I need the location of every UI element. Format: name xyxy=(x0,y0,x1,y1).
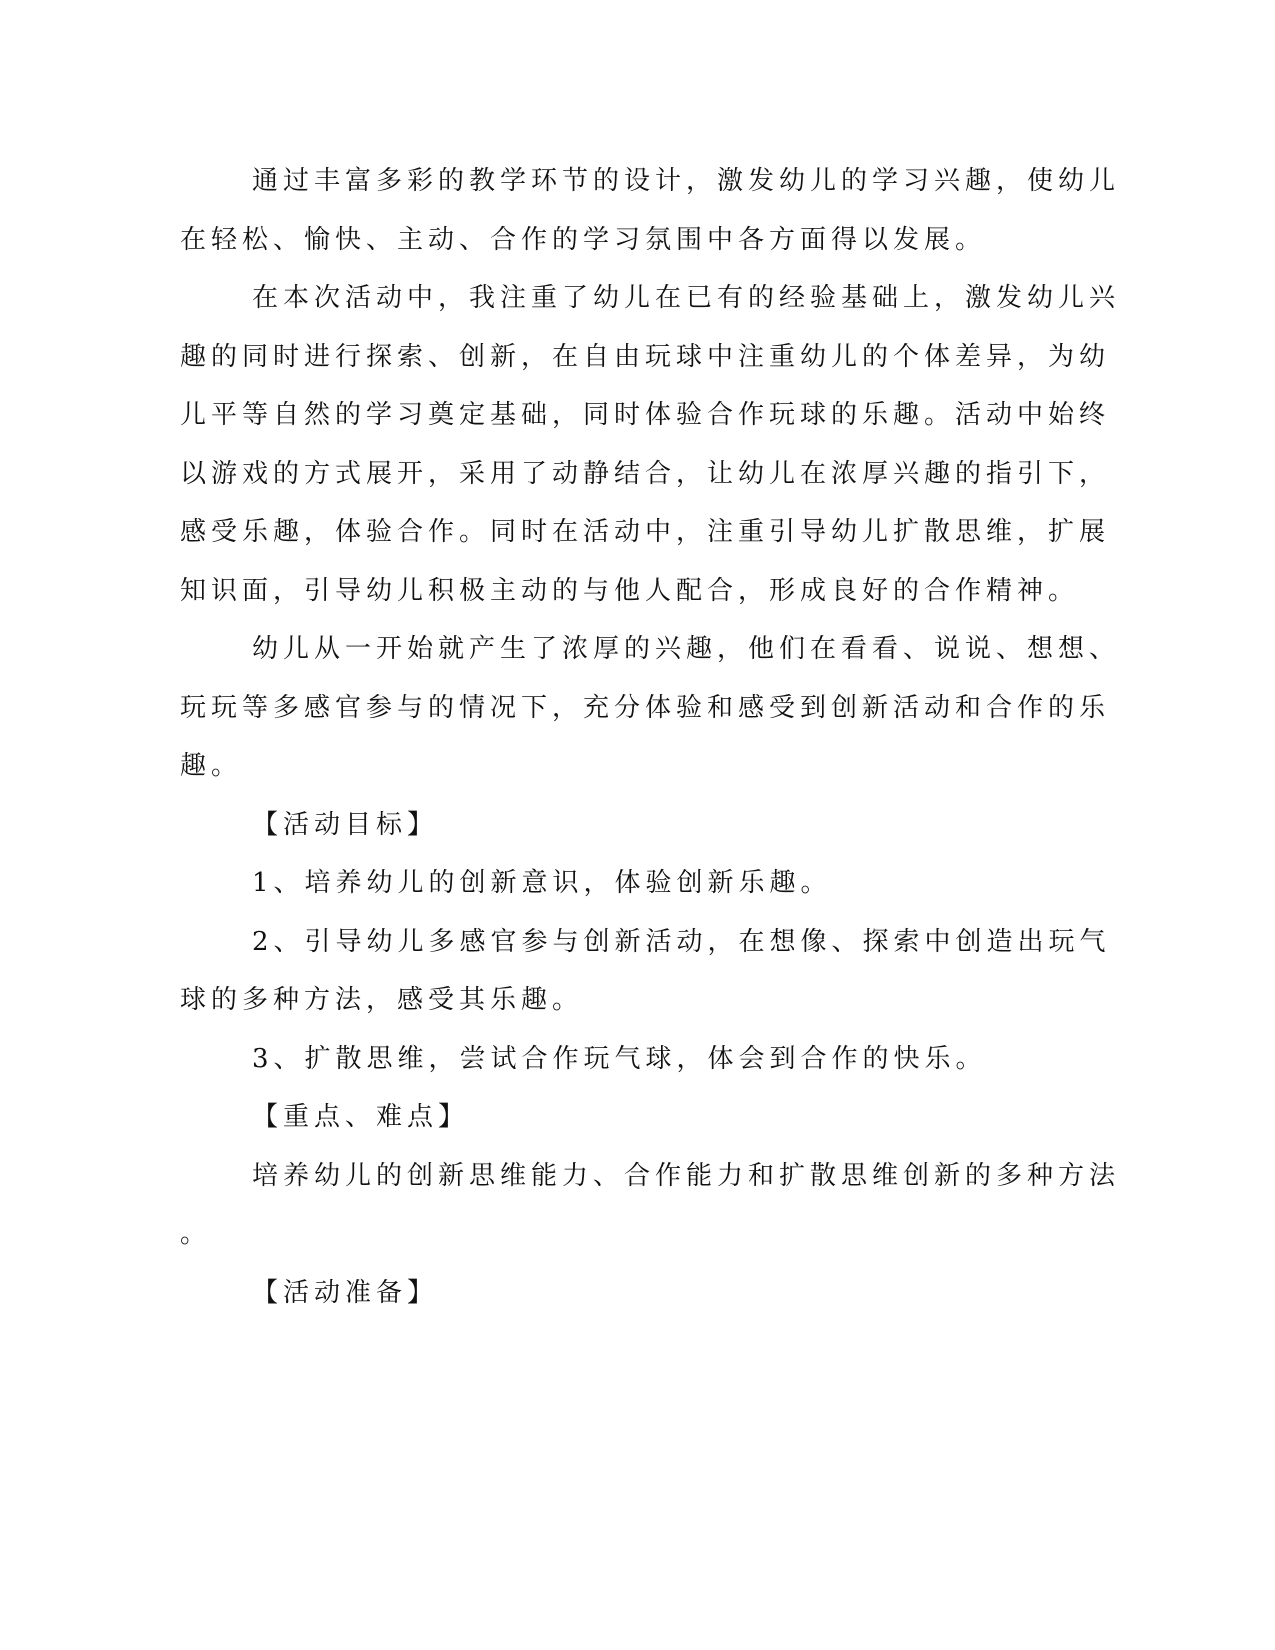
key-points-line-2: 。 xyxy=(180,1219,212,1249)
paragraph-2-line-5: 感受乐趣，体验合作。同时在活动中，注重引导幼儿扩散思维，扩展 xyxy=(180,517,1111,547)
paragraph-2-line-1: 在本次活动中，我注重了幼儿在已有的经验基础上，激发幼儿兴 xyxy=(252,283,1121,313)
paragraph-1-line-1: 通过丰富多彩的教学环节的设计，激发幼儿的学习兴趣，使幼儿 xyxy=(252,166,1121,196)
paragraph-1-line-2: 在轻松、愉快、主动、合作的学习氛围中各方面得以发展。 xyxy=(180,225,987,255)
paragraph-3-line-1: 幼儿从一开始就产生了浓厚的兴趣，他们在看看、说说、想想、 xyxy=(252,634,1121,664)
goal-2-line-2: 球的多种方法，感受其乐趣。 xyxy=(180,985,584,1015)
heading-key-points: 【重点、难点】 xyxy=(252,1102,470,1132)
paragraph-3-line-2: 玩玩等多感官参与的情况下，充分体验和感受到创新活动和合作的乐 xyxy=(180,693,1111,723)
paragraph-2-line-6: 知识面，引导幼儿积极主动的与他人配合，形成良好的合作精神。 xyxy=(180,576,1080,606)
paragraph-3-line-3: 趣。 xyxy=(180,751,243,781)
key-points-line-1: 培养幼儿的创新思维能力、合作能力和扩散思维创新的多种方法 xyxy=(252,1161,1121,1191)
paragraph-2-line-4: 以游戏的方式展开，采用了动静结合，让幼儿在浓厚兴趣的指引下， xyxy=(180,459,1111,489)
heading-activity-preparation: 【活动准备】 xyxy=(252,1278,439,1308)
paragraph-2-line-2: 趣的同时进行探索、创新，在自由玩球中注重幼儿的个体差异，为幼 xyxy=(180,342,1111,372)
heading-activity-goals: 【活动目标】 xyxy=(252,810,439,840)
goal-2-line-1: 2、引导幼儿多感官参与创新活动，在想像、探索中创造出玩气 xyxy=(252,927,1111,957)
goal-3: 3、扩散思维，尝试合作玩气球，体会到合作的快乐。 xyxy=(252,1044,987,1074)
goal-1: 1、培养幼儿的创新意识，体验创新乐趣。 xyxy=(252,868,832,898)
paragraph-2-line-3: 儿平等自然的学习奠定基础，同时体验合作玩球的乐趣。活动中始终 xyxy=(180,400,1111,430)
